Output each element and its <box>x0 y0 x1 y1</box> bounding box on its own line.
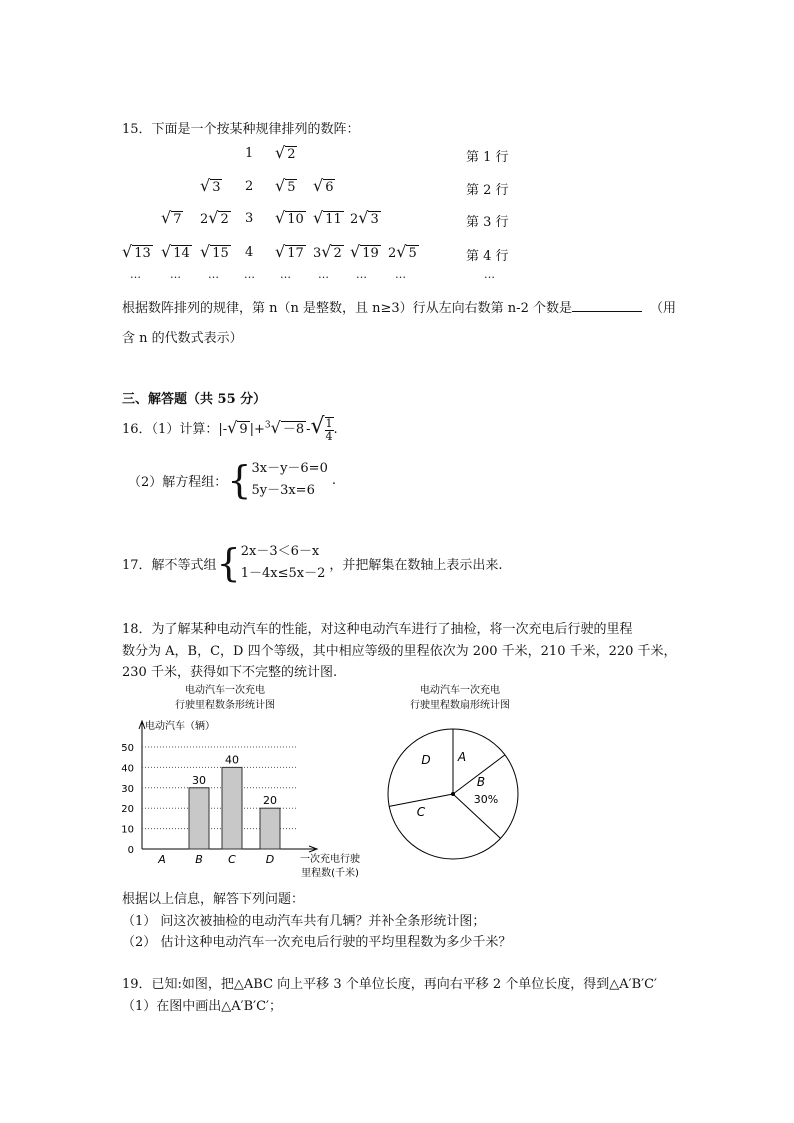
bar-B <box>189 788 209 849</box>
y-tick-label: 0 <box>127 845 134 856</box>
matrix-entry: √ 14 <box>161 242 190 261</box>
q15-question-line2: 含 n 的代数式表示） <box>122 331 243 346</box>
y-tick-label: 20 <box>121 804 134 816</box>
pie-center <box>451 792 455 796</box>
matrix-entry: √ 6 <box>313 176 334 195</box>
matrix-entry: 1 <box>245 146 254 161</box>
row-label: 第 3 行 <box>466 215 509 230</box>
q15-stem: 15．下面是一个按某种规律排列的数阵： <box>122 122 360 137</box>
x-tick-B: B <box>195 853 203 866</box>
ellipsis: … <box>484 268 495 281</box>
matrix-entry: 3√ 2 <box>313 242 342 261</box>
q18-line3: 230 千米，获得如下不完整的统计图. <box>122 665 338 680</box>
matrix-entry: √ 10 <box>275 208 304 227</box>
bar-chart-xlabel-1: 一次充电行驶 <box>300 854 360 865</box>
pie-chart <box>380 683 540 883</box>
ellipsis: … <box>356 268 367 281</box>
ellipsis: … <box>208 268 219 281</box>
q18-line1: 18．为了解某种电动汽车的性能，对这种电动汽车进行了抽检，将一次充电后行驶的里程 <box>122 622 633 637</box>
pie-chart-title-1: 电动汽车一次充电 <box>420 685 500 696</box>
matrix-entry: √ 5 <box>275 176 296 195</box>
matrix-entry: √ 17 <box>275 242 304 261</box>
q18-after: 根据以上信息，解答下列问题： <box>122 892 305 907</box>
section-title: 三、解答题（共 55 分） <box>122 392 267 407</box>
ellipsis: … <box>395 268 406 281</box>
matrix-entry: 2 <box>245 179 254 194</box>
matrix-entry: √ 19 <box>350 242 379 261</box>
q15-question: 根据数阵排列的规律，第 n（n 是整数，且 n≥3）行从左向右数第 n-2 个数是 <box>122 297 642 316</box>
y-tick-label: 10 <box>121 824 134 836</box>
bar-label-C: 40 <box>225 753 239 767</box>
q15-question-tail: （用 <box>650 301 677 316</box>
q17: 17．解不等式组 { 2x－3＜6－x 1－4x≤5x－2 ，并把解集在数轴上表示出来. <box>122 541 503 585</box>
matrix-entry: 2√ 3 <box>350 208 379 227</box>
matrix-entry: 2√ 2 <box>200 208 229 227</box>
ellipsis: … <box>130 268 141 281</box>
bar-C <box>222 767 242 849</box>
slice-label-B: B <box>476 775 486 789</box>
bar-label-B: 30 <box>192 773 206 787</box>
y-tick-label: 40 <box>121 763 134 775</box>
row-label: 第 2 行 <box>466 183 509 198</box>
q16-part1: 16．（1）计算：|-√ 9 |+$^3$√ －8 -√ $\frac{1}{4}$ . <box>122 414 338 443</box>
y-tick-label: 30 <box>121 783 134 795</box>
matrix-entry: √ 11 <box>313 208 342 227</box>
matrix-entry: 4 <box>245 245 254 260</box>
x-tick-D: D <box>265 853 275 866</box>
y-tick-label: 50 <box>121 743 134 754</box>
ellipsis: … <box>280 268 291 281</box>
q16-part2: （2）解方程组： { 3x－y－6=0 5y－3x=6 . <box>128 458 336 502</box>
x-tick-A: A <box>158 853 166 866</box>
matrix-entry: 3 <box>245 211 254 226</box>
matrix-entry: √ 13 <box>122 242 151 261</box>
matrix-entry: √ 15 <box>200 242 229 261</box>
row-label: 第 1 行 <box>466 150 509 165</box>
bar-chart-xlabel-2: 里程数(千米) <box>301 868 359 879</box>
ellipsis: … <box>318 268 329 281</box>
q19-line1: 19．已知:如图，把△ABC 向上平移 3 个单位长度，再向右平移 2 个单位长度，得到△A′B′C′ <box>122 977 657 992</box>
ellipsis: … <box>244 268 255 281</box>
bar-label-D: 20 <box>263 794 277 808</box>
x-tick-C: C <box>228 853 236 866</box>
slice-label-C: C <box>416 805 426 819</box>
pie-chart-title-2: 行驶里程数扇形统计图 <box>410 700 510 711</box>
row-label: 第 4 行 <box>466 249 509 264</box>
bar-chart-ylabel: 电动汽车（辆） <box>145 721 215 732</box>
bar-chart <box>115 683 385 883</box>
matrix-entry: √ 7 <box>161 208 182 227</box>
bar-chart-title-2: 行驶里程数条形统计图 <box>175 700 275 711</box>
slice-pct-B: 30% <box>473 793 499 806</box>
answer-blank[interactable] <box>572 311 642 312</box>
matrix-entry: 2√ 5 <box>388 242 417 261</box>
q18-line2: 数分为 A，B，C，D 四个等级，其中相应等级的里程依次为 200 千米，210 千米，220 千米， <box>122 644 677 659</box>
matrix-entry: √ 2 <box>275 143 296 162</box>
bar-D <box>260 808 280 849</box>
bar-chart-title-1: 电动汽车一次充电 <box>185 685 265 696</box>
slice-label-A: A <box>457 750 467 764</box>
q18-sub1: （1） 问这次被抽检的电动汽车共有几辆？并补全条形统计图； <box>122 914 486 929</box>
q19-sub1: （1）在图中画出△A′B′C′； <box>122 999 283 1014</box>
slice-label-D: D <box>421 753 431 767</box>
matrix-entry: √ 3 <box>200 176 221 195</box>
q18-sub2: （2） 估计这种电动汽车一次充电后行驶的平均里程数为多少千米？ <box>122 935 512 950</box>
ellipsis: … <box>170 268 181 281</box>
